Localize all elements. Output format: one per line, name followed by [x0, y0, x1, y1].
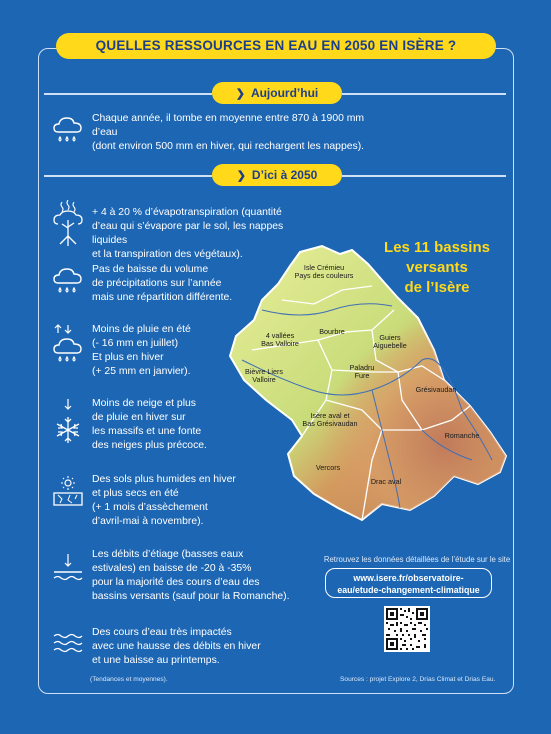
basin-label: Paladru Fure: [349, 363, 375, 380]
basin-label-line: Bas Grésivaudan: [302, 419, 358, 428]
basin-label: Isère aval et Bas Grésivaudan: [302, 411, 358, 428]
basin-label-line: Bas Valloire: [261, 339, 299, 348]
future-item-text: Des sols plus humides en hiver et plus secs en été (+ 1 mois d’assèchement d’avril-mai à novembre).: [92, 474, 236, 527]
future-item-text: Les débits d’étiage (basses eaux estivales) en baisse de -20 à -35% pour la majorité des cours d’eau des bassins versants (sauf pour la Romanche).: [92, 549, 290, 602]
basin-label: Romanche: [444, 431, 480, 440]
basin-label-line: Fure: [354, 371, 370, 380]
footnote: (Tendances et moyennes).: [90, 676, 168, 683]
snowflake-arrow-icon: [50, 397, 86, 447]
basin-label: Isle Crémieu Pays des couleurs: [294, 263, 354, 280]
link-note: Retrouvez les données détaillées de l’étude sur le site: [323, 555, 511, 564]
basin-label: 4 vallées Bas Valloire: [261, 331, 299, 348]
basin-label: Guiers Aiguebelle: [373, 333, 407, 350]
section-label: D’ici à 2050: [251, 168, 318, 182]
waves-icon: [50, 626, 86, 666]
evapotranspiration-tree-icon: [50, 200, 86, 250]
section-divider: [342, 93, 506, 95]
basin-label-line: Pays des couleurs: [294, 271, 354, 280]
basin-label-line: Valloire: [252, 375, 276, 384]
chevron-right-icon: ❯: [235, 88, 245, 100]
future-item-text: Pas de baisse du volume de précipitations sur l’année mais une répartition différente.: [92, 264, 233, 303]
future-item-text: Des cours d’eau très impactés avec une hausse des débits en hiver et une baisse au printemps.: [92, 627, 261, 666]
website-link[interactable]: [325, 568, 492, 598]
page-title: QUELLES RESSOURCES EN EAU EN 2050 EN ISÈRE ?: [56, 33, 496, 59]
section-divider: [44, 93, 212, 95]
rain-cloud-icon: [50, 112, 86, 152]
section-divider: [44, 175, 212, 177]
today-text: Chaque année, il tombe en moyenne entre 870 à 1900 mm d’eau (dont environ 500 mm en hiver, qui rechargent les nappes).: [92, 113, 365, 152]
section-divider: [342, 175, 506, 177]
basin-label: Bourbre: [319, 327, 345, 336]
section-label: Aujourd’hui: [250, 86, 319, 100]
basin-label: Drac aval: [370, 477, 402, 486]
website-link-line1: www.isere.fr/observatoire-: [353, 573, 464, 583]
basin-label: Vercors: [315, 463, 341, 472]
future-item-text: + 4 à 20 % d’évapotranspiration (quantité d’eau qui s’évapore par le sol, les nappes liquides et la transpiration des végétaux).: [92, 207, 284, 260]
section-tag-today: [212, 82, 342, 104]
basin-label-line: Aiguebelle: [373, 341, 407, 350]
rain-arrows-icon: [50, 323, 86, 367]
qr-code[interactable]: [384, 606, 430, 652]
future-item-text: Moins de neige et plus de pluie en hiver sur les massifs et une fonte des neiges plus précoce.: [92, 398, 207, 451]
dry-soil-sun-icon: [50, 473, 86, 513]
website-link-line2: eau/etude-changement-climatique: [337, 585, 480, 595]
map-title: Les 11 bassins versants de l’Isère: [384, 239, 490, 296]
basin-label: Bièvre Liers Valloire: [245, 367, 283, 384]
isere-basins-map: [222, 240, 512, 530]
sources-note: Sources : projet Explore 2, Drias Climat et Drias Eau.: [340, 676, 496, 683]
rain-cloud-icon: [50, 263, 86, 303]
water-level-arrow-icon: [50, 548, 86, 592]
future-item-text: Moins de pluie en été (- 16 mm en juillet) Et plus en hiver (+ 25 mm en janvier).: [92, 324, 191, 377]
chevron-right-icon: ❯: [236, 170, 246, 182]
basin-label: Grésivaudan: [415, 385, 457, 394]
section-tag-2050: [212, 164, 342, 186]
